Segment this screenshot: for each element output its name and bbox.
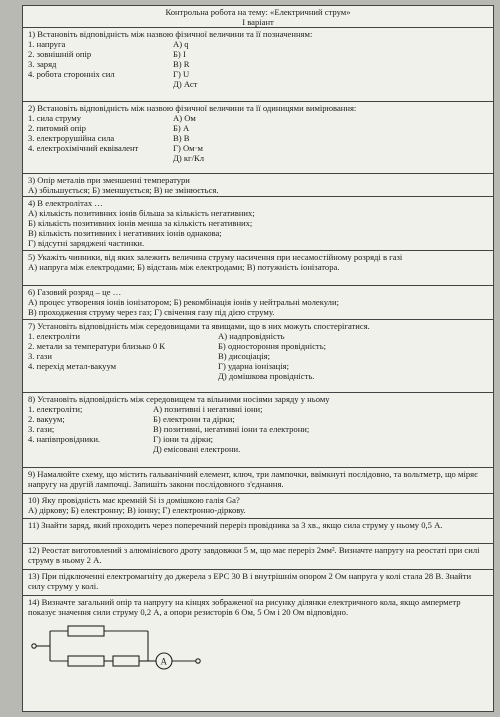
question-9-text: 9) Намалюйте схему, що містить гальванічний елемент, ключ, три лампочки, ввімкнуті послідовно, та вольтметр, що міряє напругу на другій лампочці. Запишіть закони послідовного з'єднання. [28,469,478,489]
q7-right-e: Д) домішкова провідність. [218,371,315,381]
q5-options: А) напруга між електродами; Б) відстань між електродами; В) потужність іонізатора. [28,262,340,272]
q2-right-e: Д) кг/Кл [173,153,204,163]
question-4-text: 4) В електролітах … [28,198,103,208]
q1-left-4: 4. робота сторонніх сил [28,69,115,79]
q7-left-2: 2. метали за температури близько 0 К [28,341,166,351]
q6-option-line-2: В) проходження струму через газ; Г) свічення газу під дією струму. [28,307,275,317]
question-10-text: 10) Яку провідність має кремній Si із домішкою галія Ga? [28,495,240,505]
resistor-2-icon [68,656,104,666]
q8-right-e: Д) емісовані електрони. [153,444,241,454]
q7-left-4: 4. перехід метал-вакуум [28,361,117,371]
q1-right-c: В) R [173,59,190,69]
question-13 [23,570,493,596]
question-2 [23,102,493,174]
question-11 [23,519,493,544]
question-6 [23,286,493,320]
q7-right-b: Б) одностороння провідність; [218,341,326,351]
circuit-svg [28,621,208,671]
q8-right-c: В) позитивні, негативні іони та електрони; [153,424,310,434]
q8-left-3: 3. гази; [28,424,55,434]
question-13-text: 13) При підключенні електромагніту до джерела з ЕРС 30 В і внутрішнім опором 2 Ом напруга у колі стала 28 В. Знайти силу струму у колі. [28,571,472,591]
q2-right-c: В) В [173,133,190,143]
question-14 [23,596,493,674]
q7-left-3: 3. гази [28,351,52,361]
resistor-3-icon [113,656,139,666]
circuit-diagram [28,621,489,673]
q4-option-b: Б) кількість позитивних іонів менша за кількість негативних; [28,218,253,228]
question-3-text: 3) Опір металів при зменшенні температури [28,175,190,185]
ammeter-label: A [160,656,167,667]
q2-left-2: 2. питомий опір [28,123,86,133]
q2-left-3: 3. електрорушійна сила [28,133,115,143]
q7-right-c: В) дисоціація; [218,351,270,361]
q8-right-b: Б) електрони та дірки; [153,414,235,424]
question-2-text: 2) Встановіть відповідність між назвою фізичної величини та її одиницями вимірювання: [28,103,357,113]
q8-right-d: Г) іони та дірки; [153,434,214,444]
q1-left-3: 3. заряд [28,59,57,69]
q2-right-b: Б) А [173,123,190,133]
right-terminal-icon [196,659,200,663]
question-5-text: 5) Укажіть чинники, від яких залежить величина струму насичення при несамостійному розряді в газі [28,252,403,262]
question-12-text: 12) Реостат виготовлений з алюмінієвого дроту завдовжки 5 м, що має переріз 2мм². Визначте напругу на реостаті при силі струму в ньому 2 А. [28,545,480,565]
q1-right-b: Б) I [173,49,186,59]
q4-option-c: В) кількість позитивних і негативних іонів однакова; [28,228,222,238]
resistor-1-icon [68,626,104,636]
q8-left-1: 1. електроліти; [28,404,83,414]
q8-right-a: А) позитивні і негативні іони; [153,404,263,414]
q2-left-4: 4. електрохімічний еквівалент [28,143,139,153]
q8-left-2: 2. вакуум; [28,414,65,424]
variant-label: І варіант [242,17,274,27]
q1-right-e: Д) Аст [173,79,198,89]
q8-left-4: 4. напівпровідники. [28,434,101,444]
q1-right-a: А) q [173,39,189,49]
question-12 [23,544,493,570]
q7-right-d: Г) ударна іонізація; [218,361,289,371]
question-10 [23,494,493,519]
q1-right-d: Г) U [173,69,190,79]
q4-option-d: Г) відсутні заряджені частинки. [28,238,145,248]
q1-left-2: 2. зовнішній опір [28,49,92,59]
question-9 [23,468,493,494]
q4-option-a: А) кількість позитивних іонів більша за кількість негативних; [28,208,255,218]
question-6-text: 6) Газовий розряд – це … [28,287,122,297]
question-8-text: 8) Установіть відповідність між середовищем та вільними носіями заряду у ньому [28,394,330,404]
question-3 [23,174,493,197]
question-1 [23,28,493,102]
question-7 [23,320,493,393]
q2-right-d: Г) Ом·м [173,143,203,153]
sheet-header [23,6,493,28]
q2-right-a: А) Ом [173,113,196,123]
left-terminal-icon [32,644,36,648]
q7-right-a: А) надпровідність [218,331,285,341]
question-14-text: 14) Визначте загальний опір та напругу на кінцях зображеної на рисунку ділянки електричного кола, якщо амперметр показує значення сили струму 0,2 А, а опори резисторів 6 Ом, 5 Ом і 20 Ом відповідно. [28,597,461,617]
question-1-text: 1) Встановіть відповідність між назвою фізичної величини та її позначенням: [28,29,313,39]
question-5 [23,251,493,286]
question-4 [23,197,493,251]
question-8 [23,393,493,468]
q6-option-line-1: А) процес утворення іонів іонізатором; Б) рекомбінація іонів у нейтральні молекули; [28,297,339,307]
question-11-text: 11) Знайти заряд, який проходить через поперечний переріз провідника за 3 хв., якщо сила струму у ньому 0,5 А. [28,520,443,530]
question-7-text: 7) Установіть відповідність між середовищами та явищами, що в них можуть спостерігатися. [28,321,370,331]
page-title: Контрольна робота на тему: «Електричний струм» [165,7,351,17]
q10-options: А) діркову; Б) електронну; В) іонну; Г) електронно-діркову. [28,505,246,515]
q3-options: А) збільшується; Б) зменшується; В) не змінюється. [28,185,219,195]
q7-left-1: 1. електроліти [28,331,80,341]
q1-left-1: 1. напруга [28,39,66,49]
test-sheet [22,5,494,712]
q2-left-1: 1. сила струму [28,113,82,123]
